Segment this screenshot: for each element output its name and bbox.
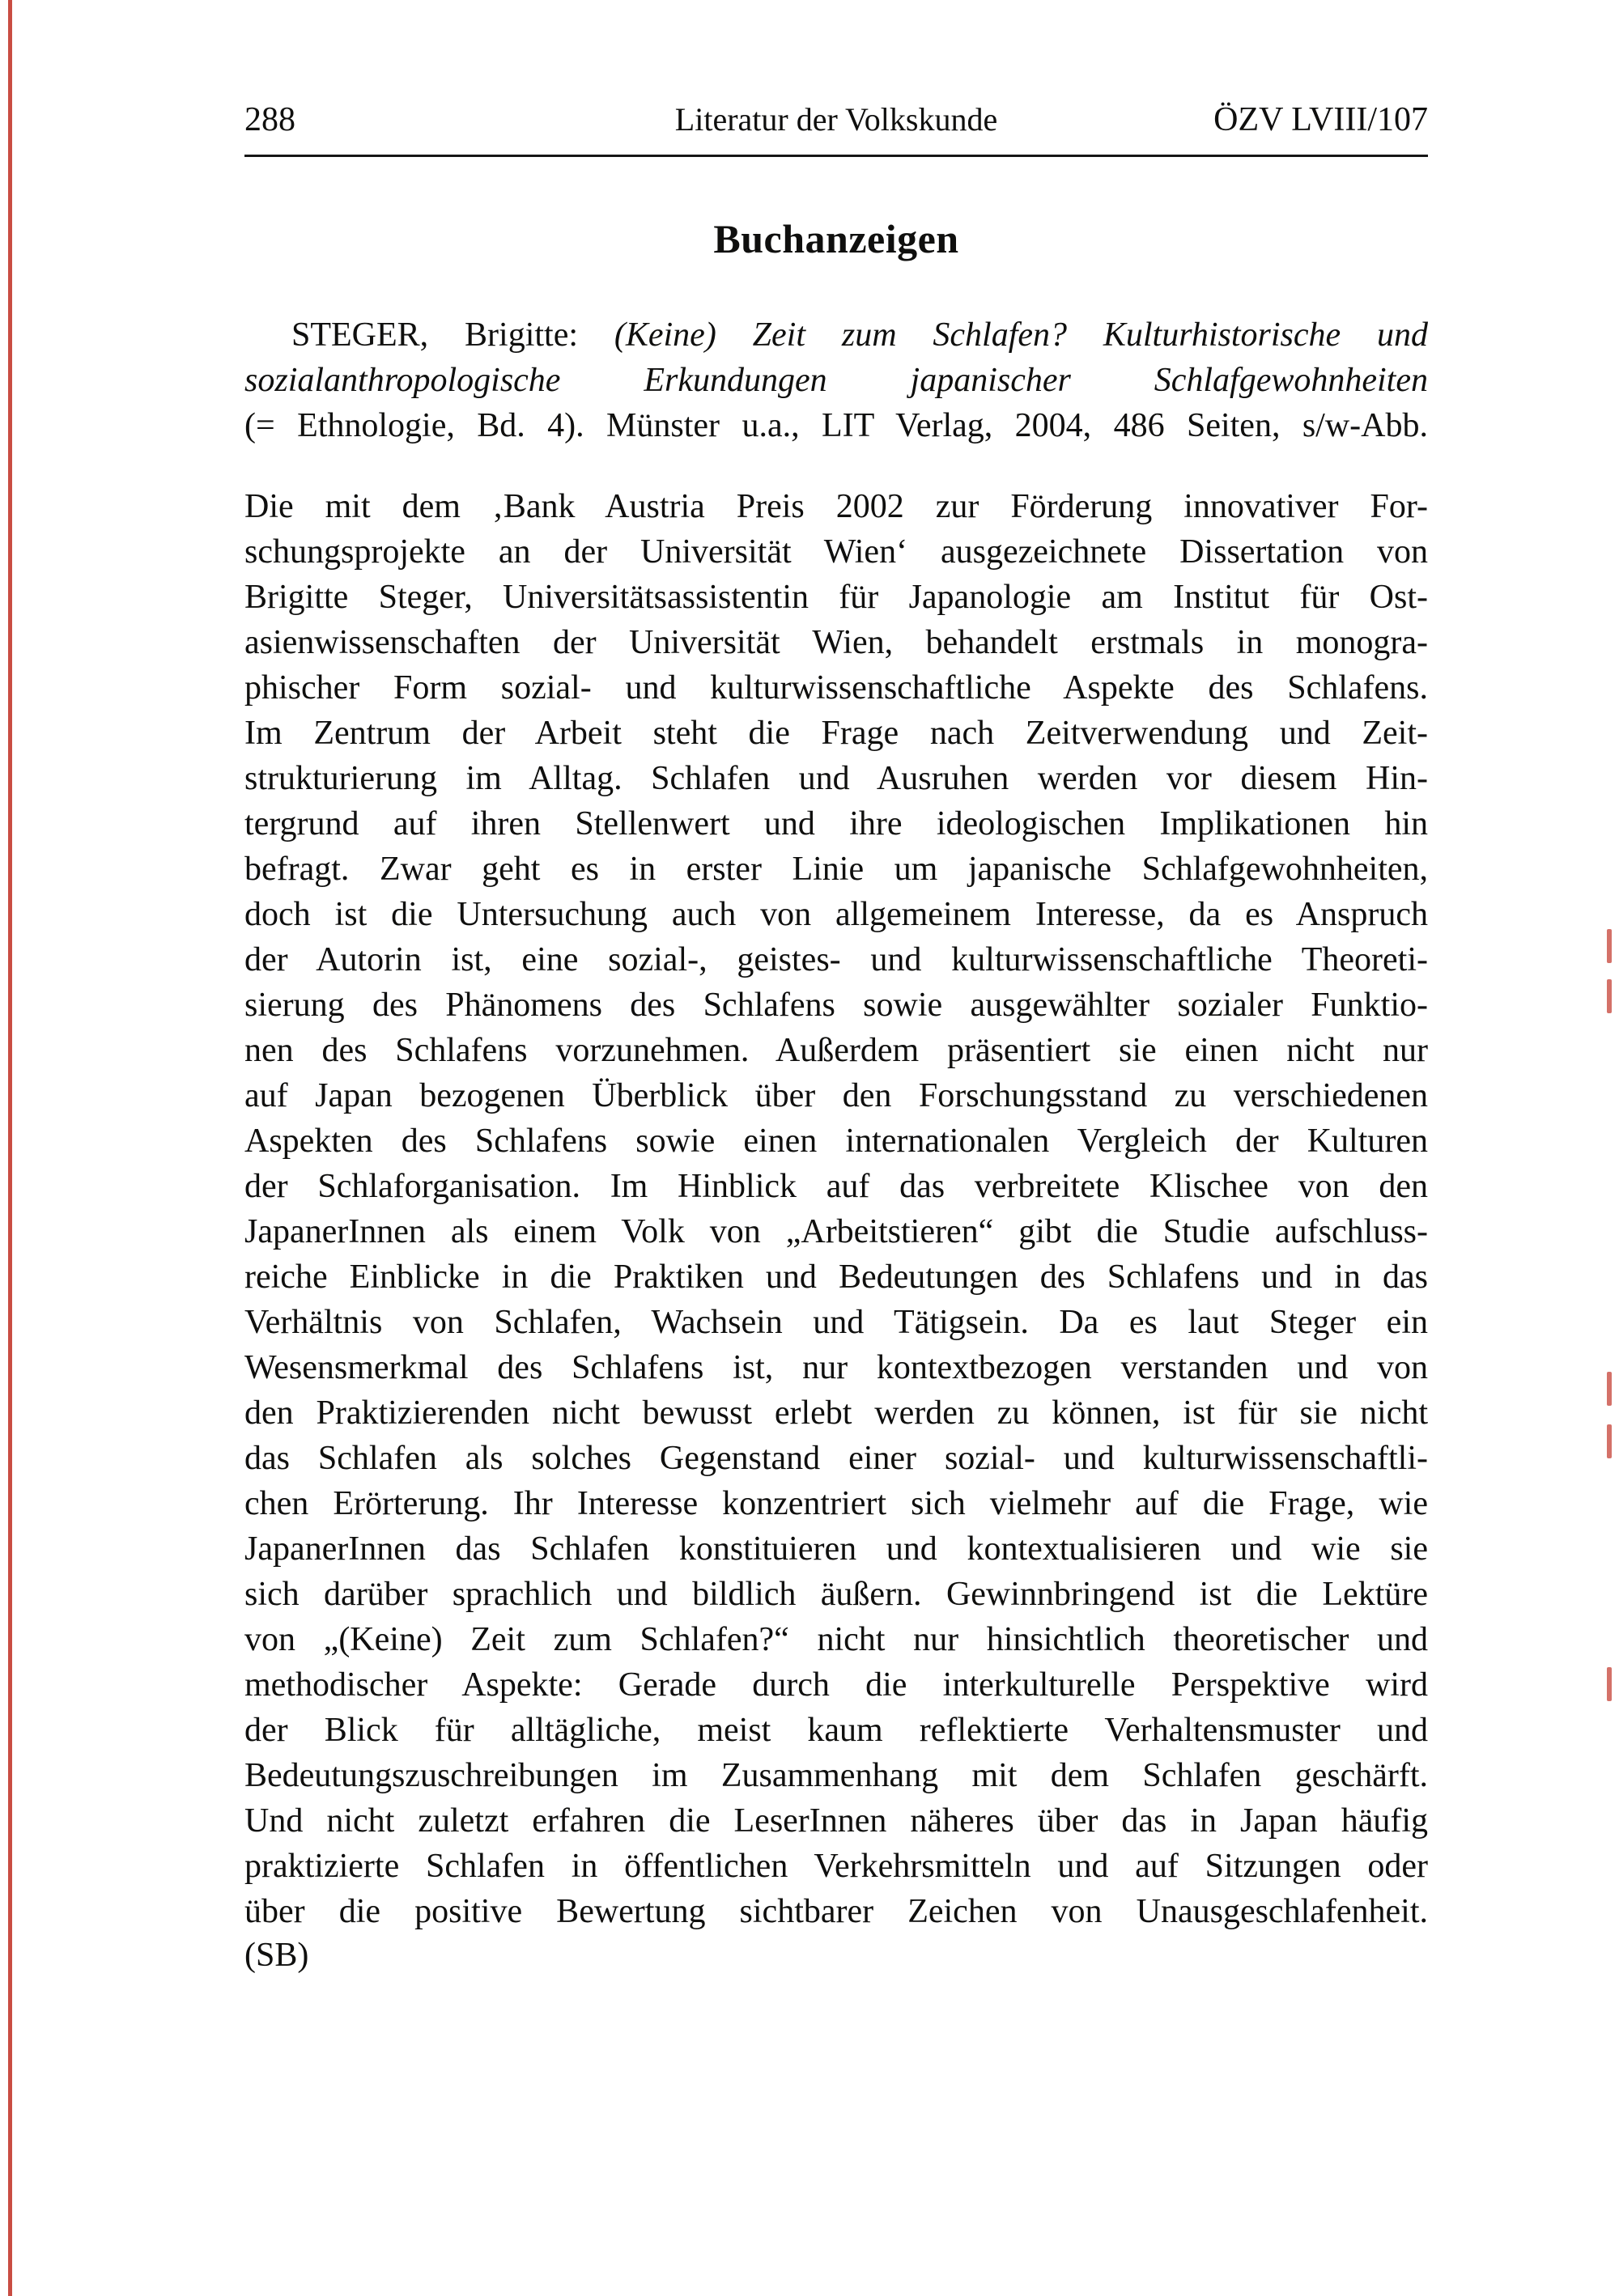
citation-author: STEGER, Brigitte: (291, 316, 614, 354)
section-title: Buchanzeigen (713, 216, 959, 261)
citation-line: (= Ethnologie, Bd. 4). Münster u.a., LIT Verlag, 2004, 486 Seiten, s/w-Abb. (244, 407, 1428, 444)
citation-paragraph (244, 312, 1428, 448)
reviewer-initials: (SB) (244, 1937, 309, 1974)
text-line: sich darüber sprachlich und bildlich äußern. Gewinnbringend ist die Lektüre (244, 1576, 1428, 1613)
text-line: der Blick für alltägliche, meist kaum reflektierte Verhaltensmuster und (244, 1712, 1428, 1749)
citation-title-part: (Keine) Zeit zum Schlafen? Kulturhistorische und (614, 316, 1428, 354)
text-line: JapanerInnen das Schlafen konstituieren und kontextualisieren und wie sie (244, 1530, 1428, 1568)
review-body (244, 484, 1428, 1934)
text-line: reiche Einblicke in die Praktiken und Bedeutungen des Schlafens und in das (244, 1258, 1428, 1296)
scan-edge-mark (1607, 1372, 1612, 1406)
text-line: phischer Form sozial- und kulturwissenschaftliche Aspekte des Schlafens. (244, 669, 1428, 707)
scan-edge-mark (1607, 979, 1612, 1013)
text-line: Wesensmerkmal des Schlafens ist, nur kontextbezogen verstanden und von (244, 1349, 1428, 1386)
text-line: nen des Schlafens vorzunehmen. Außerdem präsentiert sie einen nicht nur (244, 1032, 1428, 1069)
page-header (244, 99, 1428, 141)
text-line: befragt. Zwar geht es in erster Linie um japanische Schlafgewohnheiten, (244, 851, 1428, 888)
text-line: methodischer Aspekte: Gerade durch die interkulturelle Perspektive wird (244, 1666, 1428, 1704)
text-line: Die mit dem ‚Bank Austria Preis 2002 zur Förderung innovativer For- (244, 488, 1428, 525)
text-line: der Autorin ist, eine sozial-, geistes- und kulturwissenschaftliche Theoreti- (244, 941, 1428, 978)
running-title: Literatur der Volkskunde (674, 101, 998, 138)
text-line: Bedeutungszuschreibungen im Zusammenhang mit dem Schlafen geschärft. (244, 1757, 1428, 1794)
text-line: chen Erörterung. Ihr Interesse konzentriert sich vielmehr auf die Frage, wie (244, 1485, 1428, 1522)
text-line: Im Zentrum der Arbeit steht die Frage nach Zeitverwendung und Zeit- (244, 715, 1428, 752)
issue-label: ÖZV LVIII/107 (1213, 101, 1428, 138)
text-line: auf Japan bezogenen Überblick über den Forschungsstand zu verschiedenen (244, 1077, 1428, 1114)
text-line: JapanerInnen als einem Volk von „Arbeitstieren“ gibt die Studie aufschluss- (244, 1213, 1428, 1250)
text-line: strukturierung im Alltag. Schlafen und Ausruhen werden vor diesem Hin- (244, 760, 1428, 797)
text-line: doch ist die Untersuchung auch von allgemeinem Interesse, da es Anspruch (244, 896, 1428, 933)
text-line: schungsprojekte an der Universität Wien‘ ausgezeichnete Dissertation von (244, 533, 1428, 571)
scan-edge-mark (1607, 929, 1612, 963)
text-line: asienwissenschaften der Universität Wien, behandelt erstmals in monogra- (244, 624, 1428, 661)
text-line: Und nicht zuletzt erfahren die LeserInnen näheres über das in Japan häufig (244, 1802, 1428, 1840)
text-line: sierung des Phänomens des Schlafens sowie ausgewählter sozialer Funktio- (244, 987, 1428, 1024)
page-number: 288 (244, 101, 295, 138)
scan-edge-mark (1607, 1424, 1612, 1458)
citation-line (244, 312, 1428, 358)
scan-edge-mark (1607, 1667, 1612, 1701)
header-divider (244, 155, 1428, 157)
text-line: von „(Keine) Zeit zum Schlafen?“ nicht nur hinsichtlich theoretischer und (244, 1621, 1428, 1658)
text-line: der Schlaforganisation. Im Hinblick auf das verbreitete Klischee von den (244, 1168, 1428, 1205)
text-line: den Praktizierenden nicht bewusst erlebt werden zu können, ist für sie nicht (244, 1394, 1428, 1432)
text-line: das Schlafen als solches Gegenstand einer sozial- und kulturwissenschaftli- (244, 1440, 1428, 1477)
scan-edge-line-left (8, 0, 12, 2296)
text-line: Aspekten des Schlafens sowie einen internationalen Vergleich der Kulturen (244, 1123, 1428, 1160)
text-line: über die positive Bewertung sichtbarer Zeichen von Unausgeschlafenheit. (244, 1893, 1428, 1930)
text-line: Verhältnis von Schlafen, Wachsein und Tätigsein. Da es laut Steger ein (244, 1304, 1428, 1341)
text-line: Brigitte Steger, Universitätsassistentin für Japanologie am Institut für Ost- (244, 579, 1428, 616)
text-line: tergrund auf ihren Stellenwert und ihre ideologischen Implikationen hin (244, 805, 1428, 842)
citation-line: sozialanthropologische Erkundungen japanischer Schlafgewohnheiten (244, 362, 1428, 399)
text-line: praktizierte Schlafen in öffentlichen Verkehrsmitteln und auf Sitzungen oder (244, 1848, 1428, 1885)
